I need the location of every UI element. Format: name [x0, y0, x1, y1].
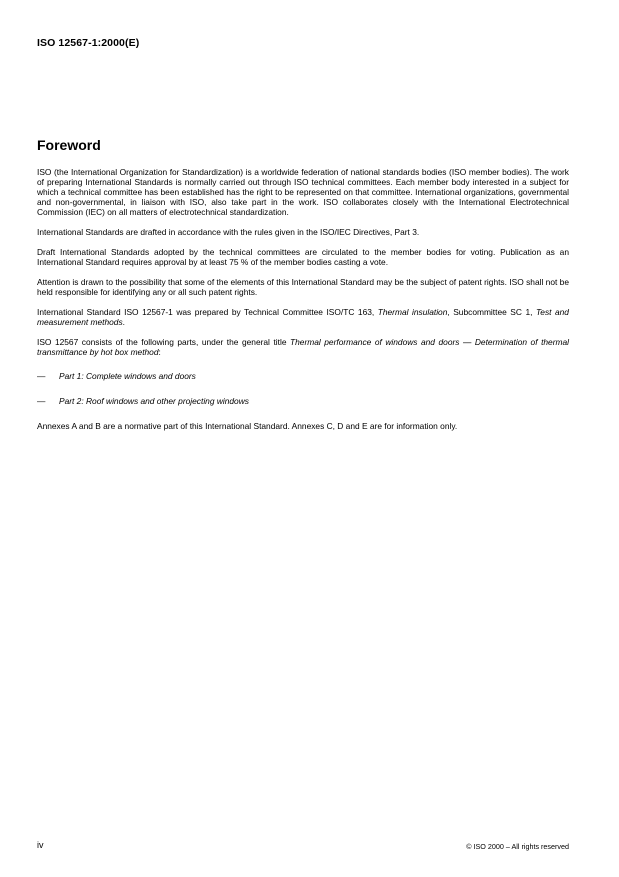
general-title: Thermal performance of windows and doors — Determination of thermal transmittance by hot box method: [37, 337, 569, 357]
subcommittee-text: , Subcommittee SC 1,: [447, 307, 536, 317]
paragraph-parts: [37, 337, 569, 357]
paragraph-voting: Draft International Standards adopted by the technical committees are circulated to the member bodies for voting. Publication as an International Standard requires approval by at least 75 % of the member bodies casting a vote.: [37, 247, 569, 267]
foreword-section: [37, 137, 569, 441]
part-1-title: Part 1: Complete windows and doors: [59, 371, 196, 381]
paragraph-patent-rights: Attention is drawn to the possibility that some of the elements of this International Standard may be the subject of patent rights. ISO shall not be held responsible for identifying any or all such patent rights.: [37, 277, 569, 297]
list-item: [37, 371, 569, 381]
page-title: Foreword: [37, 137, 101, 153]
paragraph-iso-intro: ISO (the International Organization for Standardization) is a worldwide federation of national standards bodies (ISO member bodies). The work of preparing International Standards is normally carried out through ISO technical committees. Each member body interested in a subject for which a technical committee has been established has the right to be represented on that committee. International organizations, governmental and non-governmental, in liaison with ISO, also take part in the work. ISO collaborates closely with the International Electrotechnical Commission (IEC) on all matters of electrotechnical standardization.: [37, 167, 569, 217]
prepared-by-text: International Standard ISO 12567-1 was prepared by Technical Committee ISO/TC 163,: [37, 307, 378, 317]
committee-name: Thermal insulation: [377, 307, 448, 317]
page-number: iv: [37, 840, 44, 850]
paragraph-annexes: Annexes A and B are a normative part of this International Standard. Annexes C, D and E are for information only.: [37, 421, 458, 431]
parts-intro-text: ISO 12567 consists of the following parts, under the general title: [37, 337, 291, 347]
paragraph-directives: International Standards are drafted in accordance with the rules given in the ISO/IEC Directives, Part 3.: [37, 227, 420, 237]
list-item: [37, 396, 569, 406]
paragraph-prepared-by: [37, 307, 569, 327]
copyright-notice: © ISO 2000 – All rights reserved: [466, 842, 569, 851]
document-id-header: ISO 12567-1:2000(E): [37, 37, 140, 49]
colon: :: [158, 347, 161, 357]
part-2-title: Part 2: Roof windows and other projecting windows: [59, 396, 249, 406]
dash-bullet: —: [37, 371, 46, 381]
period: .: [122, 317, 125, 327]
dash-bullet: —: [37, 396, 46, 406]
subcommittee-name: Test and measurement methods: [37, 307, 569, 327]
